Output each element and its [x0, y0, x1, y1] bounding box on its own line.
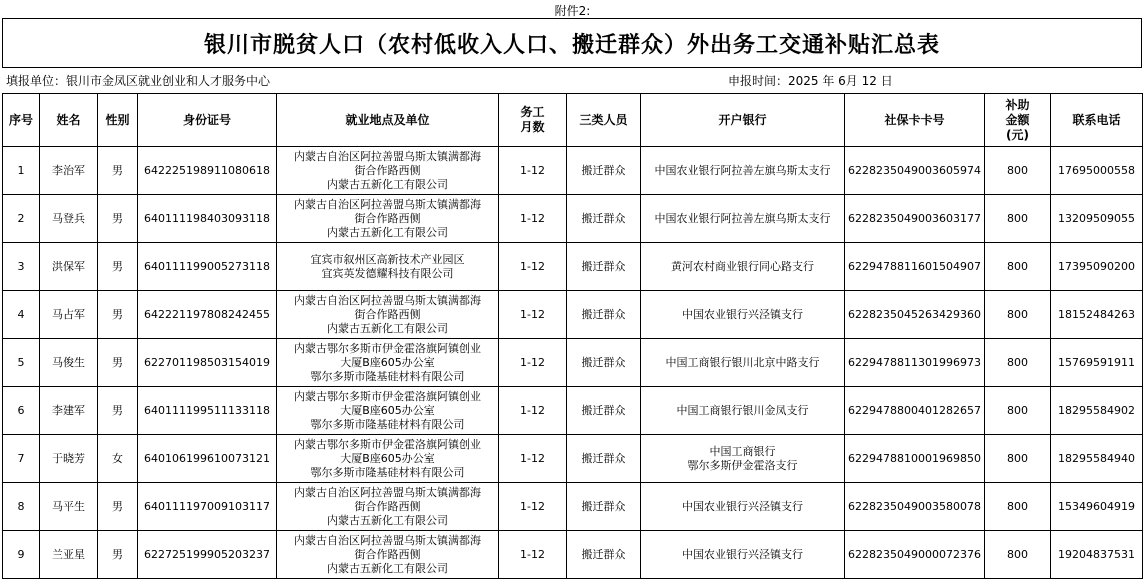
cell-gender: 男 [98, 195, 138, 243]
sheet-title: 银川市脱贫人口（农村低收入人口、搬迁群众）外出务工交通补贴汇总表 [2, 18, 1142, 68]
cell-gender: 男 [98, 483, 138, 531]
cell-category: 搬迁群众 [567, 147, 641, 195]
cell-name: 于晓芳 [40, 435, 98, 483]
col-header-card: 社保卡卡号 [845, 94, 985, 147]
cell-id-number: 642221197808242455 [138, 291, 277, 339]
cell-id-number: 640106199610073121 [138, 435, 277, 483]
cell-category: 搬迁群众 [567, 531, 641, 579]
cell-workplace: 宜宾市叙州区高新技术产业园区 宜宾英发德耀科技有限公司 [277, 243, 499, 291]
cell-workplace: 内蒙古鄂尔多斯市伊金霍洛旗阿镇创业 大厦B座605办公室 鄂尔多斯市隆基硅材料有限公司 [277, 435, 499, 483]
cell-bank: 中国农业银行阿拉善左旗乌斯太支行 [641, 195, 845, 243]
cell-id-number: 640111199005273118 [138, 243, 277, 291]
cell-phone: 13209509055 [1051, 195, 1143, 243]
cell-amount: 800 [985, 531, 1051, 579]
cell-name: 洪保军 [40, 243, 98, 291]
cell-seq: 5 [3, 339, 40, 387]
cell-name: 马俊生 [40, 339, 98, 387]
cell-category: 搬迁群众 [567, 243, 641, 291]
cell-amount: 800 [985, 195, 1051, 243]
cell-seq: 7 [3, 435, 40, 483]
cell-workplace: 内蒙古自治区阿拉善盟乌斯太镇满都海 街合作路西侧 内蒙古五新化工有限公司 [277, 147, 499, 195]
cell-seq: 1 [3, 147, 40, 195]
cell-gender: 男 [98, 387, 138, 435]
col-header-months: 务工 月数 [499, 94, 567, 147]
col-header-phone: 联系电话 [1051, 94, 1143, 147]
cell-card-number: 6228235049003580078 [845, 483, 985, 531]
table-row [3, 147, 1143, 195]
cell-seq: 9 [3, 531, 40, 579]
cell-bank: 中国工商银行 鄂尔多斯伊金霍洛支行 [641, 435, 845, 483]
cell-gender: 男 [98, 291, 138, 339]
cell-id-number: 640111197009103117 [138, 483, 277, 531]
cell-gender: 男 [98, 531, 138, 579]
col-header-bank: 开户银行 [641, 94, 845, 147]
col-header-workplace: 就业地点及单位 [277, 94, 499, 147]
cell-card-number: 6228235049003605974 [845, 147, 985, 195]
cell-category: 搬迁群众 [567, 339, 641, 387]
cell-months: 1-12 [499, 291, 567, 339]
cell-name: 马占军 [40, 291, 98, 339]
cell-bank: 中国工商银行银川北京中路支行 [641, 339, 845, 387]
cell-months: 1-12 [499, 387, 567, 435]
cell-bank: 中国农业银行兴泾镇支行 [641, 483, 845, 531]
cell-workplace: 内蒙古鄂尔多斯市伊金霍洛旗阿镇创业 大厦B座605办公室 鄂尔多斯市隆基硅材料有限公司 [277, 339, 499, 387]
cell-card-number: 6228235045263429360 [845, 291, 985, 339]
cell-seq: 6 [3, 387, 40, 435]
cell-amount: 800 [985, 387, 1051, 435]
cell-workplace: 内蒙古鄂尔多斯市伊金霍洛旗阿镇创业 大厦B座605办公室 鄂尔多斯市隆基硅材料有限公司 [277, 387, 499, 435]
cell-amount: 800 [985, 339, 1051, 387]
cell-amount: 800 [985, 435, 1051, 483]
cell-phone: 18295584940 [1051, 435, 1143, 483]
cell-workplace: 内蒙古自治区阿拉善盟乌斯太镇满都海 街合作路西侧 内蒙古五新化工有限公司 [277, 195, 499, 243]
cell-name: 兰亚星 [40, 531, 98, 579]
cell-phone: 17695000558 [1051, 147, 1143, 195]
cell-card-number: 6229478800401282657 [845, 387, 985, 435]
cell-gender: 女 [98, 435, 138, 483]
cell-months: 1-12 [499, 531, 567, 579]
cell-seq: 3 [3, 243, 40, 291]
cell-id-number: 640111199511133118 [138, 387, 277, 435]
col-header-category: 三类人员 [567, 94, 641, 147]
cell-gender: 男 [98, 147, 138, 195]
col-header-seq: 序号 [3, 94, 40, 147]
cell-name: 马平生 [40, 483, 98, 531]
cell-id-number: 622725199905203237 [138, 531, 277, 579]
cell-id-number: 622701198503154019 [138, 339, 277, 387]
cell-months: 1-12 [499, 339, 567, 387]
cell-name: 马登兵 [40, 195, 98, 243]
cell-months: 1-12 [499, 483, 567, 531]
cell-card-number: 6229478811601504907 [845, 243, 985, 291]
cell-seq: 2 [3, 195, 40, 243]
fill-unit: 填报单位：银川市金凤区就业创业和人才服务中心 [6, 74, 271, 88]
table-row [3, 195, 1143, 243]
annex-label: 附件2: [554, 4, 591, 18]
cell-id-number: 640111198403093118 [138, 195, 277, 243]
cell-phone: 18152484263 [1051, 291, 1143, 339]
cell-gender: 男 [98, 243, 138, 291]
table-row [3, 435, 1143, 483]
table-row [3, 387, 1143, 435]
table-row [3, 531, 1143, 579]
col-header-id: 身份证号 [138, 94, 277, 147]
cell-category: 搬迁群众 [567, 483, 641, 531]
table-row [3, 243, 1143, 291]
cell-bank: 中国工商银行银川金凤支行 [641, 387, 845, 435]
table-header-row [3, 94, 1143, 147]
cell-name: 李建军 [40, 387, 98, 435]
cell-category: 搬迁群众 [567, 195, 641, 243]
cell-amount: 800 [985, 291, 1051, 339]
col-header-amount: 补助 金额 (元) [985, 94, 1051, 147]
cell-workplace: 内蒙古自治区阿拉善盟乌斯太镇满都海 街合作路西侧 内蒙古五新化工有限公司 [277, 291, 499, 339]
cell-workplace: 内蒙古自治区阿拉善盟乌斯太镇满都海 街合作路西侧 内蒙古五新化工有限公司 [277, 483, 499, 531]
cell-id-number: 642225198911080618 [138, 147, 277, 195]
cell-seq: 8 [3, 483, 40, 531]
cell-months: 1-12 [499, 243, 567, 291]
cell-bank: 中国农业银行阿拉善左旗乌斯太支行 [641, 147, 845, 195]
cell-amount: 800 [985, 243, 1051, 291]
cell-months: 1-12 [499, 435, 567, 483]
cell-amount: 800 [985, 483, 1051, 531]
cell-category: 搬迁群众 [567, 435, 641, 483]
report-date: 申报时间：2025 年 6月 12 日 [728, 74, 893, 88]
cell-category: 搬迁群众 [567, 291, 641, 339]
cell-card-number: 6229478810001969850 [845, 435, 985, 483]
subsidy-table [2, 93, 1143, 579]
table-row [3, 339, 1143, 387]
cell-phone: 15349604919 [1051, 483, 1143, 531]
cell-bank: 中国农业银行兴泾镇支行 [641, 531, 845, 579]
table-row [3, 483, 1143, 531]
cell-phone: 19204837531 [1051, 531, 1143, 579]
cell-phone: 18295584902 [1051, 387, 1143, 435]
cell-card-number: 6228235049000072376 [845, 531, 985, 579]
cell-workplace: 内蒙古自治区阿拉善盟乌斯太镇满都海 街合作路西侧 内蒙古五新化工有限公司 [277, 531, 499, 579]
cell-name: 李治军 [40, 147, 98, 195]
cell-phone: 15769591911 [1051, 339, 1143, 387]
table-row [3, 291, 1143, 339]
cell-months: 1-12 [499, 195, 567, 243]
cell-card-number: 6229478811301996973 [845, 339, 985, 387]
cell-bank: 黄河农村商业银行同心路支行 [641, 243, 845, 291]
cell-gender: 男 [98, 339, 138, 387]
cell-amount: 800 [985, 147, 1051, 195]
cell-bank: 中国农业银行兴泾镇支行 [641, 291, 845, 339]
cell-seq: 4 [3, 291, 40, 339]
col-header-gender: 性别 [98, 94, 138, 147]
cell-card-number: 6228235049003603177 [845, 195, 985, 243]
cell-category: 搬迁群众 [567, 387, 641, 435]
cell-months: 1-12 [499, 147, 567, 195]
cell-phone: 17395090200 [1051, 243, 1143, 291]
col-header-name: 姓名 [40, 94, 98, 147]
